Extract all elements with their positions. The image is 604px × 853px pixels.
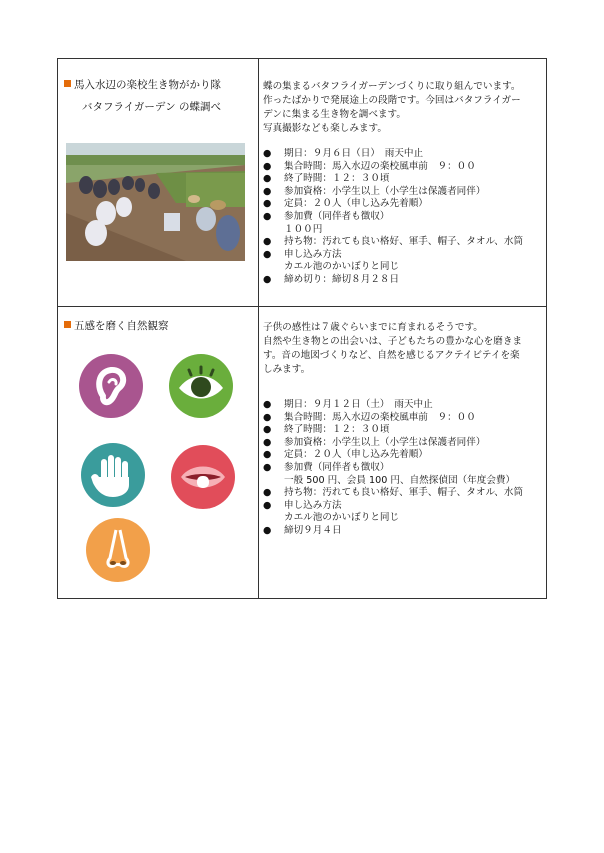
list-item: ● 参加費（同伴者も徴収） １００円 — [263, 210, 390, 235]
bullet-icon: ● — [263, 436, 272, 448]
bullet-icon: ● — [263, 411, 272, 423]
section2-description: 子供の感性は７歳ぐらいまでに育まれるそうです。 自然や生き物との出会いは、子どもたちの豊かな心を磨きま す。音の地図づくりなど、自然を感じるアクテイビテイを楽 しみます。 — [263, 322, 523, 375]
list-item: ● 持ち物：汚れても良い格好、軍手、帽子、タオル、水筒 — [263, 487, 524, 499]
hand-icon — [81, 443, 145, 507]
bullet-icon: ● — [263, 273, 272, 285]
event-table — [57, 58, 547, 599]
list-item: ● 申し込み方法 カエル池のかいぼりと同じ — [263, 499, 400, 524]
bullet-icon: ● — [263, 210, 272, 222]
section2-title — [64, 319, 169, 334]
bullet-icon: ● — [263, 173, 272, 185]
list-item: ● 期日：９月６日（日） 雨天中止 — [263, 148, 424, 159]
bullet-icon: ● — [263, 185, 272, 197]
list-item: ● 集合時間：馬入水辺の楽校風車前 ９：００ — [263, 160, 476, 172]
bullet-icon: ● — [263, 524, 272, 536]
section1-description: 蝶の集まるバタフライガーデンづくりに取り組んでいます。 作ったばかりで発展途上の段階です。今回はバタフライガー デンに集まる生き物を調べます。 写真撮影なども楽しみます。 — [263, 81, 521, 134]
list-item: ● 期日：９月１２日（土） 雨天中止 — [263, 399, 433, 410]
row-divider — [58, 306, 546, 307]
list-item: ● 定員：２０人（申し込み先着順） — [263, 449, 428, 461]
bullet-icon: ● — [263, 424, 272, 436]
bullet-icon: ● — [263, 449, 272, 461]
ear-icon — [79, 354, 143, 418]
column-divider — [258, 59, 259, 598]
bullet-icon: ● — [263, 160, 272, 172]
section1-title-line1: 馬入水辺の楽校生き物がかり隊 — [74, 79, 221, 91]
bullet-icon: ● — [263, 499, 272, 511]
eye-icon — [169, 354, 233, 418]
list-item: ● 集合時間：馬入水辺の楽校風車前 ９：００ — [263, 411, 476, 423]
orange-square-icon — [64, 321, 71, 328]
list-item: ● 持ち物：汚れても良い格好、軍手、帽子、タオル、水筒 — [263, 236, 524, 248]
list-item: ● 定員：２０人（申し込み先着順） — [263, 198, 428, 210]
bullet-icon: ● — [263, 248, 272, 260]
list-item: ● 参加資格：小学生以上（小学生は保護者同伴） — [263, 436, 486, 448]
list-item: ● 終了時間：１２：３０頃 — [263, 173, 390, 185]
bullet-icon: ● — [263, 399, 272, 410]
list-item: ● 終了時間：１２：３０頃 — [263, 424, 390, 436]
section2-title-text: 五感を磨く自然観察 — [74, 320, 169, 332]
field-photo — [66, 143, 245, 261]
list-item: ● 申し込み方法 カエル池のかいぼりと同じ — [263, 248, 400, 273]
bullet-icon: ● — [263, 236, 272, 248]
list-item: ● 参加資格：小学生以上（小学生は保護者同伴） — [263, 185, 486, 197]
bullet-icon: ● — [263, 148, 272, 159]
bullet-icon: ● — [263, 487, 272, 499]
mouth-icon — [171, 445, 235, 509]
list-item: ● 締切９月４日 — [263, 524, 342, 536]
section1-subtitle: バタフライガーデン の蝶調べ — [82, 101, 221, 113]
section1-details — [263, 148, 546, 287]
bullet-icon: ● — [263, 198, 272, 210]
list-item: ● 締め切り：締切８月２８日 — [263, 273, 400, 285]
orange-square-icon — [64, 80, 71, 87]
list-item: ● 参加費（同伴者も徴収） 一般 500 円、会員 100 円、自然探偵団（年度会費） — [263, 461, 516, 486]
section2-details — [263, 399, 546, 538]
bullet-icon: ● — [263, 461, 272, 473]
nose-icon — [86, 518, 150, 582]
section1-title — [64, 78, 221, 93]
